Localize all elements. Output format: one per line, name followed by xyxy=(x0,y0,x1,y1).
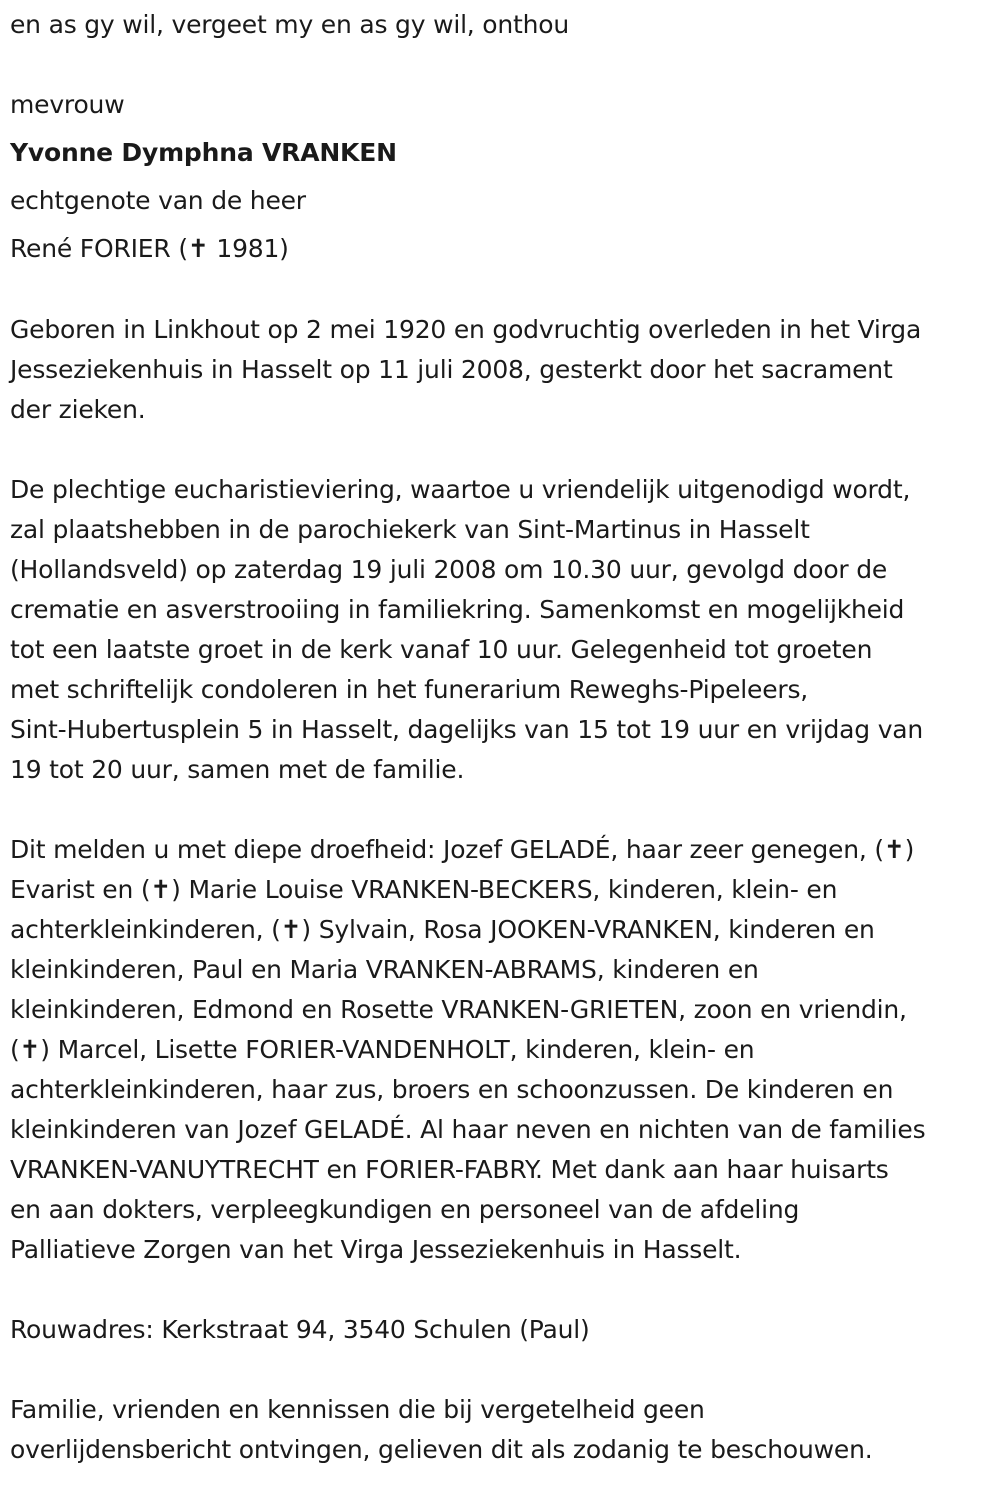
paragraph-line: Rouwadres: Kerkstraat 94, 3540 Schulen (Paul) xyxy=(10,1315,590,1344)
paragraph-line: met schriftelijk condoleren in het funerarium Reweghs-Pipeleers, xyxy=(10,675,809,704)
deceased-name: Yvonne Dymphna VRANKEN xyxy=(10,138,397,167)
birth-death-paragraph xyxy=(10,310,995,430)
address-paragraph xyxy=(10,1310,995,1350)
paragraph-line: (✝) Marcel, Lisette FORIER-VANDENHOLT, kinderen, klein- en xyxy=(10,1035,755,1064)
title-mevrouw: mevrouw xyxy=(10,90,125,119)
paragraph-line: Jesseziekenhuis in Hasselt op 11 juli 2008, gesterkt door het sacrament xyxy=(10,355,893,384)
relation-text: echtgenote van de heer xyxy=(10,186,306,215)
paragraph-line: Familie, vrienden en kennissen die bij vergetelheid geen xyxy=(10,1395,705,1424)
paragraph-line: Palliatieve Zorgen van het Virga Jesseziekenhuis in Hasselt. xyxy=(10,1235,742,1264)
paragraph-line: en aan dokters, verpleegkundigen en personeel van de afdeling xyxy=(10,1195,800,1224)
paragraph-line: De plechtige eucharistieviering, waartoe u vriendelijk uitgenodigd wordt, xyxy=(10,475,911,504)
paragraph-line: Dit melden u met diepe droefheid: Jozef GELADÉ, haar zeer genegen, (✝) xyxy=(10,835,915,864)
paragraph-line: 19 tot 20 uur, samen met de familie. xyxy=(10,755,465,784)
paragraph-line: overlijdensbericht ontvingen, gelieven dit als zodanig te beschouwen. xyxy=(10,1435,873,1464)
paragraph-line: Geboren in Linkhout op 2 mei 1920 en godvruchtig overleden in het Virga xyxy=(10,315,922,344)
paragraph-line: crematie en asverstrooiing in familiekring. Samenkomst en mogelijkheid xyxy=(10,595,905,624)
motto: en as gy wil, vergeet my en as gy wil, onthou xyxy=(10,10,570,39)
ceremony-paragraph xyxy=(10,470,995,790)
paragraph-line: kleinkinderen van Jozef GELADÉ. Al haar neven en nichten van de families xyxy=(10,1115,926,1144)
paragraph-line: VRANKEN-VANUYTRECHT en FORIER-FABRY. Met dank aan haar huisarts xyxy=(10,1155,889,1184)
spouse-name: René FORIER (✝ 1981) xyxy=(10,234,289,263)
paragraph-line: achterkleinkinderen, (✝) Sylvain, Rosa JOOKEN-VRANKEN, kinderen en xyxy=(10,915,875,944)
closing-paragraph xyxy=(10,1390,995,1470)
paragraph-line: kleinkinderen, Edmond en Rosette VRANKEN-GRIETEN, zoon en vriendin, xyxy=(10,995,907,1024)
paragraph-line: Evarist en (✝) Marie Louise VRANKEN-BECKERS, kinderen, klein- en xyxy=(10,875,838,904)
paragraph-line: Sint-Hubertusplein 5 in Hasselt, dagelijks van 15 tot 19 uur en vrijdag van xyxy=(10,715,924,744)
paragraph-line: tot een laatste groet in de kerk vanaf 10 uur. Gelegenheid tot groeten xyxy=(10,635,873,664)
paragraph-line: der zieken. xyxy=(10,395,146,424)
paragraph-line: zal plaatshebben in de parochiekerk van Sint-Martinus in Hasselt xyxy=(10,515,810,544)
paragraph-line: kleinkinderen, Paul en Maria VRANKEN-ABRAMS, kinderen en xyxy=(10,955,759,984)
family-paragraph xyxy=(10,830,995,1270)
paragraph-line: (Hollandsveld) op zaterdag 19 juli 2008 om 10.30 uur, gevolgd door de xyxy=(10,555,888,584)
paragraph-line: achterkleinkinderen, haar zus, broers en schoonzussen. De kinderen en xyxy=(10,1075,894,1104)
